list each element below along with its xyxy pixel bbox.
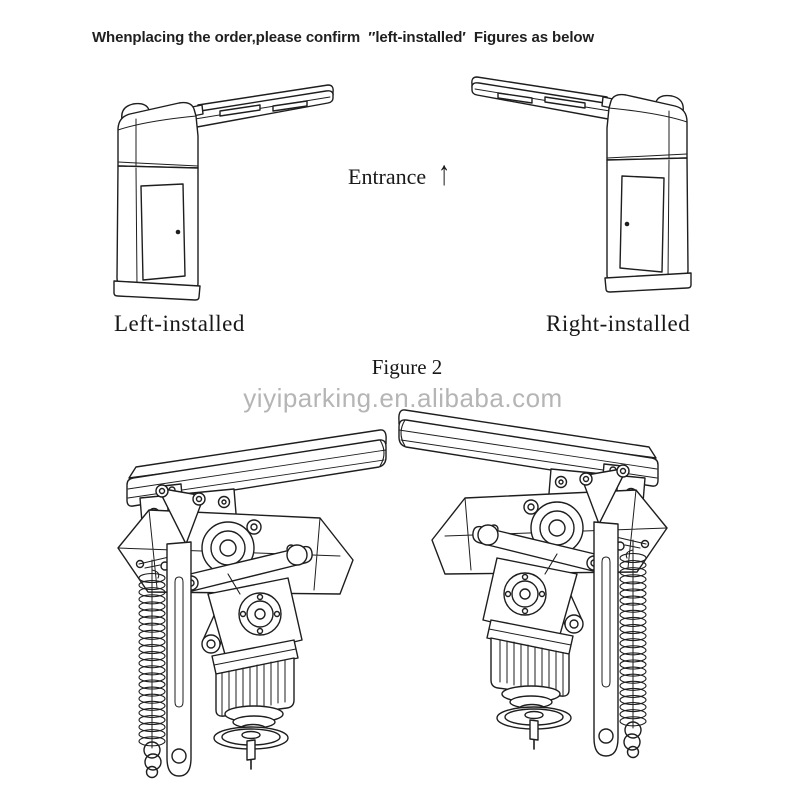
left-mechanism-drawing <box>118 430 386 778</box>
entrance-label-group <box>348 155 451 194</box>
entrance-arrow-icon: ↑ <box>438 155 451 194</box>
right-mechanism-drawing <box>399 410 667 758</box>
entrance-label: Entrance <box>348 164 427 189</box>
left-installed-label: Left-installed <box>114 311 245 336</box>
right-installed-label: Right-installed <box>546 311 691 336</box>
order-instruction: Whenplacing the order,please confirm ″left-installed′ Figures as below <box>92 29 595 46</box>
figure2-caption: Figure 2 <box>371 355 443 379</box>
watermark-text: yiyiparking.en.alibaba.com <box>243 383 563 413</box>
